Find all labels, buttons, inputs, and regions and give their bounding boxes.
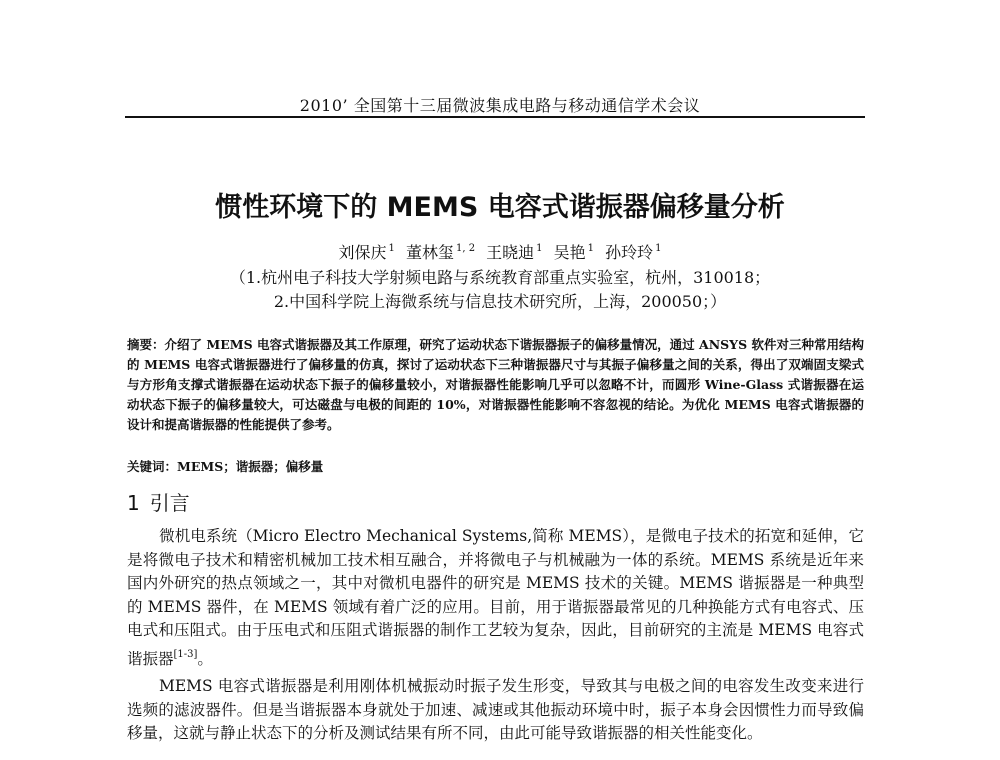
conference-header: 2010’ 全国第十三届微波集成电路与移动通信学术会议 — [299, 96, 701, 115]
author — [605, 243, 661, 262]
author — [406, 243, 475, 262]
section-title: 引言 — [149, 491, 190, 515]
paragraph-end: 。 — [197, 649, 213, 668]
author-affil-mark: 1 — [388, 243, 395, 254]
author — [486, 243, 542, 262]
author-name: 董林玺 — [405, 243, 454, 262]
section-number: 1 — [127, 491, 140, 515]
author-name: 吴艳 — [553, 243, 586, 262]
author — [338, 243, 394, 262]
affiliation-2: 2.中国科学院上海微系统与信息技术研究所，上海，200050；） — [273, 292, 727, 311]
author-list — [0, 240, 1000, 263]
keywords: 关键词：MEMS；谐振器；偏移量 — [127, 459, 324, 474]
paper-title: 惯性环境下的 MEMS 电容式谐振器偏移量分析 — [215, 192, 785, 223]
abstract: 摘要：介绍了 MEMS 电容式谐振器及其工作原理，研究了运动状态下谐振器振子的偏移量情况，通过 ANSYS 软件对三种常用结构的 MEMS 电容式谐振器进行了偏移量的仿真，探讨了运动状态下三种谐振器尺寸与其振子偏移量之间的关系，得出了双端固支梁式与方形角支撑式谐振器在运动状态下振子的偏移量较小，对谐振器性能影响几乎可以忽略不计，而圆形 Wine-Glass 式谐振器在运动状态下振子的偏移量较大，可达磁盘与电极的间距的 10%，对谐振器性能影响不容忽视的结论。为优化 MEMS 电容式谐振器的设计和提高谐振器的性能提供了参考。 — [127, 337, 864, 432]
author-affil-mark: 1 — [587, 243, 595, 254]
header-rule — [125, 116, 865, 118]
citation-ref: [1-3] — [173, 648, 198, 660]
affiliation-1: （1.杭州电子科技大学射频电路与系统教育部重点实验室，杭州，310018； — [229, 268, 771, 287]
author-affil-mark: 1, 2 — [455, 243, 476, 254]
body-paragraph-2 — [127, 675, 864, 746]
author — [554, 243, 594, 262]
body-paragraph-1 — [127, 525, 864, 671]
author-affil-mark: 1 — [655, 243, 662, 254]
section-heading — [127, 487, 190, 516]
author-name: 孙玲玲 — [605, 243, 654, 262]
paragraph-text: MEMS 电容式谐振器是利用刚体机械振动时振子发生形变，导致其与电极之间的电容发生改变来进行选频的滤波器件。但是当谐振器本身就处于加速、减速或其他振动环境中时，振子本身会因惯性力而导致偏移量，这就与静止状态下的分析及测试结果有所不同，由此可能导致谐振器的相关性能变化。 — [127, 677, 864, 742]
author-name: 刘保庆 — [338, 243, 387, 262]
author-name: 王晓迪 — [486, 243, 535, 262]
paragraph-text: 微机电系统（Micro Electro Mechanical Systems,简称 MEMS），是微电子技术的拓宽和延伸，它是将微电子技术和精密机械加工技术相互融合，并将微电子与机械融为一体的系统。MEMS 系统是近年来国内外研究的热点领域之一，其中对微机电器件的研究是 MEMS 技术的关键。MEMS 谐振器是一种典型的 MEMS 器件，在 MEMS 领域有着广泛的应用。目前，用于谐振器最常见的几种换能方式有电容式、压电式和压阻式。由于压电式和压阻式谐振器的制作工艺较为复杂，因此，目前研究的主流是 MEMS 电容式谐振器 — [127, 527, 864, 668]
author-affil-mark: 1 — [536, 243, 543, 254]
